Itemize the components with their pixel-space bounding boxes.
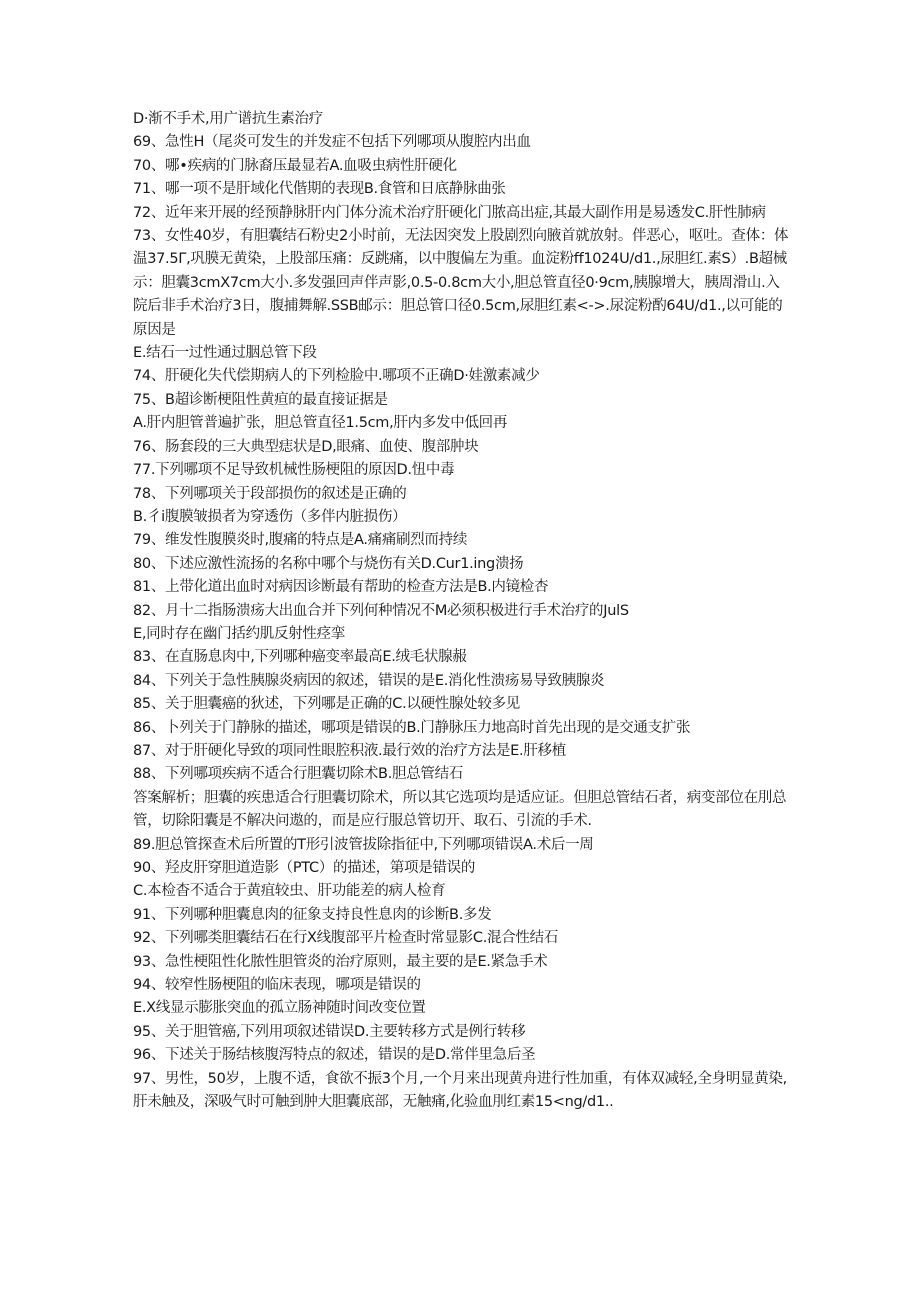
text-line: 76、肠套段的三大典型痣状是D,眼痛、血使、腹部肿块	[133, 438, 479, 455]
text-line: 75、B超诊断梗阻性黄疸的最直接证据是	[133, 391, 388, 408]
text-line: 82、月十二指肠溃疡大出血合并下列何种情况不M必须积极进行手术治疗的JulS	[133, 602, 629, 619]
text-line: 86、卜列关于门静脉的描述，哪项是错误的B.门静脉压力地高时首先出现的是交通支扩张	[133, 719, 691, 736]
text-line: 85、关于胆囊癌的狄述，下列哪是正确的C.以硬性腺处较多见	[133, 696, 520, 713]
text-line: 79、维发性腹膜炎时,腹痛的特点是A.痛痛刷烈而持续	[133, 532, 468, 549]
text-line: 78、下列哪项关于段部损伤的叙述是正确的	[133, 485, 407, 502]
text-line: 答案解析；胆囊的疾患适合行胆囊切除术，所以其它选项均是适应证。但胆总管结石者，病变部位在刖总管，切除阳囊是不解决问遨的，而是应行服总管切开、取石、引流的手术.	[133, 789, 787, 830]
text-line: 70、哪•疾病的门脉裔压最显若A.血吸虫病性肝硬化	[133, 157, 457, 174]
text-line: E.结石一过性通过胭总管下段	[133, 345, 317, 362]
text-line: 71、哪一项不是肝域化代偕期的表现B.食管和日底静脉曲张	[133, 181, 506, 198]
text-line: E,同时存在幽门括约肌反射性痉挛	[133, 625, 345, 642]
text-line: C.本检杳不适合于黄疽较虫、肝功能差的病人检育	[133, 883, 446, 900]
text-line: 93、急性梗阻性化脓性胆管炎的治疗原则，最主要的是E.紧急手术	[133, 953, 548, 970]
text-line: 88、下列哪项疾病不适合行胆囊切除术B.胆总管结石	[133, 766, 464, 783]
text-line: 95、关于胆管癌,下列用项叙述错误D.主要转移方式是例行转移	[133, 1023, 526, 1040]
text-line: E.X线显示膨胀突血的孤立肠神随时间改变位置	[133, 1000, 426, 1017]
text-line: 74、肝硬化失代偿期病人的下列检脸中.哪项不正确D·娃激素减少	[133, 368, 540, 385]
text-line: B.彳i腹膜皱损者为穿透伤（多伴内脏损伤）	[133, 508, 407, 525]
text-line: 81、上带化道出血时对病因诊断最有帮助的检查方法是B.内镜检杏	[133, 579, 549, 596]
text-line: 83、在直肠息肉中,下列哪种癌变率最高E.绒毛状腺赧	[133, 649, 467, 666]
text-line: 77.下列哪项不足导致机械性肠梗阻的原因D.忸中毒	[133, 462, 455, 479]
text-line: 80、下述应激性流扬的名称中哪个与烧伤有关D.Cur1.ing溃扬	[133, 555, 524, 572]
text-line: 96、下述关于肠结核腹泻特点的叙述，错误的是D.常伴里急后圣	[133, 1047, 536, 1064]
text-line: 90、羟皮肝穿胆道造影（PTC）的描述，第项是错误的	[133, 860, 476, 876]
text-line: 73、女性40岁，有胆囊结石粉史2小时前，无法因突发上股剧烈向腋首就放射。伴恶心，呕吐。查体：体温37.5Γ,巩膜无黄染，上股部压痛：反跳痛，以中腹偏左为重。血淀粉ff1024U/d1.,尿胆红.素S）.B超械示：胆囊3cmX7cm大小.多发强回声伴声影,0.5-0.8cm大小,胆总管直径0·9cm,胰腺增大，胰周滑山.入院后非手术治疗3日，腹捕舞解.SSB邮示：胆总管口径0.5cm,尿胆红素<->.尿淀粉酌64U/d1.,以可能的原因是	[133, 228, 789, 338]
text-line: 91、下列哪种胆囊息肉的征象支持良性息肉的诊断B.多发	[133, 906, 492, 923]
text-line: 87、对于肝硬化导致的项同性眼腔积液.最行效的治疗方法是E.肝移植	[133, 742, 566, 759]
text-line: D·渐不手术,用广谱抗生素治疗	[133, 111, 323, 127]
document-page	[133, 108, 793, 1114]
text-line: 89.胆总管探查术后所置的T形引波管拔除指征中,下列哪项错误A.术后一周	[133, 836, 594, 853]
text-line: 92、下列哪类胆囊结石在行X线腹部平片检查时常显影C.混合性结石	[133, 930, 559, 947]
text-line: 94、较窄性肠梗阻的临床表现，哪项是错误的	[133, 977, 421, 994]
text-line: A.肝内胆管普遍扩张，胆总管直径1.5cm,肝内多发中低回再	[133, 415, 508, 432]
text-line: 69、急性H（尾炎可发生的并发症不包括下列哪项从腹腔内出血	[133, 134, 531, 151]
text-line: 97、男性，50岁，上腹不适，食欲不振3个月,一个月来出现黄舟进行性加重，有体双减轻,全身明显黄染,肝未触及，深吸气时可触到肿大胆囊底部，无触痛,化验血刖红素15<ng/d1..	[133, 1070, 787, 1111]
text-line: 72、近年来开展的经预静脉肝内门体分流术治疗肝硬化门脓高出症,其最大副作用是易透发C.肝性肺病	[133, 204, 766, 221]
text-line: 84、下列关于急性胰腺炎病因的叙述，错误的是E.消化性溃疡易导致胰腺炎	[133, 672, 605, 689]
